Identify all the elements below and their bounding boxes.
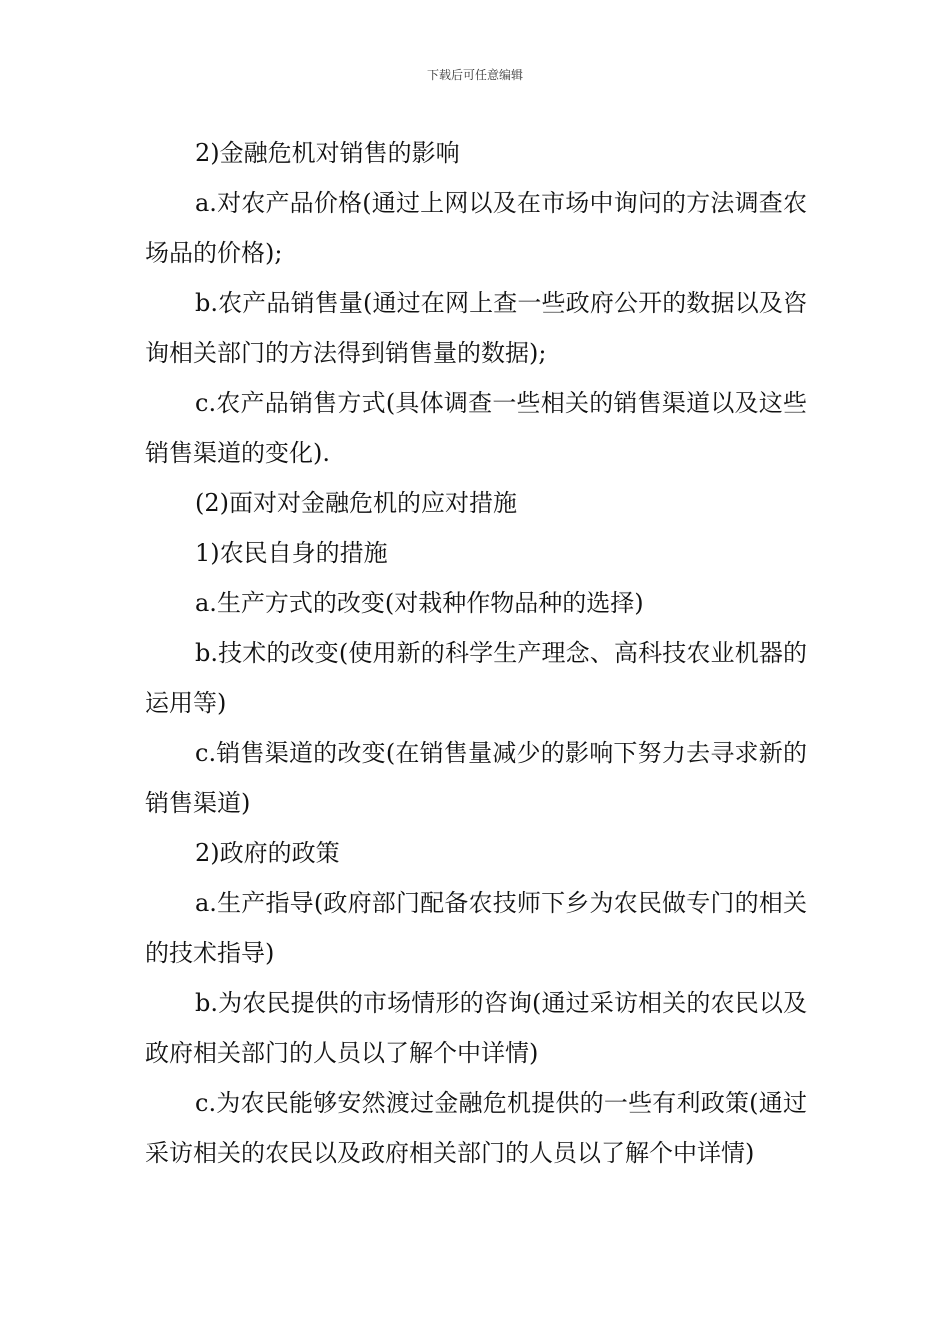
paragraph-sales-impact-heading: 2)金融危机对销售的影响 — [195, 139, 460, 167]
paragraph-price-item: a.对农产品价格(通过上网以及在市场中询问的方法调查农场品的价格); — [145, 189, 807, 267]
document-body — [145, 128, 807, 1178]
paragraph-government-policy-heading: 2)政府的政策 — [195, 839, 340, 867]
paragraph-market-consulting-item: b.为农民提供的市场情形的咨询(通过采访相关的农民以及政府相关部门的人员以了解个中详情) — [145, 989, 807, 1067]
paragraph-sales-method-item: c.农产品销售方式(具体调查一些相关的销售渠道以及这些销售渠道的变化). — [145, 389, 807, 467]
paragraph-technology-change-item: b.技术的改变(使用新的科学生产理念、高科技农业机器的运用等) — [145, 639, 807, 717]
header-note: 下载后可任意编辑 — [426, 68, 523, 82]
paragraph-countermeasures-heading: (2)面对对金融危机的应对措施 — [195, 489, 517, 517]
paragraph-sales-volume-item: b.农产品销售量(通过在网上查一些政府公开的数据以及咨询相关部门的方法得到销售量的数据); — [145, 289, 807, 367]
paragraph-farmer-measures-heading: 1)农民自身的措施 — [195, 539, 388, 567]
paragraph-production-change-item: a.生产方式的改变(对栽种作物品种的选择) — [195, 589, 644, 617]
paragraph-production-guidance-item: a.生产指导(政府部门配备农技师下乡为农民做专门的相关的技术指导) — [145, 889, 807, 967]
paragraph-channel-change-item: c.销售渠道的改变(在销售量减少的影响下努力去寻求新的销售渠道) — [145, 739, 807, 817]
paragraph-favorable-policies-item: c.为农民能够安然渡过金融危机提供的一些有利政策(通过采访相关的农民以及政府相关部门的人员以了解个中详情) — [145, 1089, 807, 1167]
